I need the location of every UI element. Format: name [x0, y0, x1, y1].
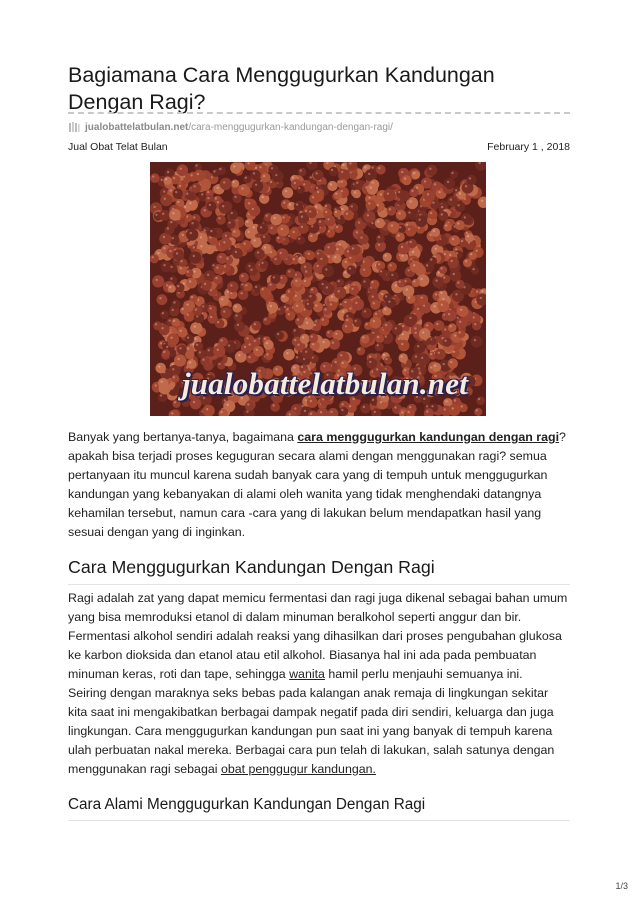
subsection-divider	[68, 820, 570, 821]
link-cara-menggugurkan[interactable]: cara menggugurkan kandungan dengan ragi	[297, 430, 560, 444]
article-meta	[68, 141, 570, 153]
ragi-text-after: hamil perlu menjauhi semuanya ini.	[324, 667, 523, 681]
intro-text-after: ? apakah bisa terjadi proses keguguran secara alami dengan menggunakan ragi? semua pertanyaan itu muncul karena sudah banyak cara yang di tempuh untuk menggugurkan kandungan yang kebanyakan di alami oleh wanita yang tidak menghendaki datangnya kehamilan tersebut, namun cara -cara yang di lakukan belum mendapatkan hasil yang sesuai dengan yang di inginkan.	[68, 430, 566, 539]
seks-bebas-text: Seiring dengan maraknya seks bebas pada kalangan anak remaja di lingkungan sekitar kita saat ini mengakibatkan berbagai dampak negatif pada diri sendiri, keluarga dan juga lingkungan. Cara menggugurkan kandungan pun saat ini yang banyak di tempuh karena ulah perbuatan nakal mereka. Berbagai cara pun telah di lakukan, salah satunya dengan menggunakan ragi sebagai	[68, 686, 555, 776]
article-title: Bagiamana Cara Menggugurkan Kandungan Dengan Ragi?	[68, 63, 495, 114]
article-author: Jual Obat Telat Bulan	[68, 141, 168, 153]
section-heading-ragi: Cara Menggugurkan Kandungan Dengan Ragi	[68, 557, 435, 577]
source-url[interactable]	[68, 120, 393, 134]
seks-bebas-paragraph	[68, 684, 570, 779]
link-obat-penggugur[interactable]: obat penggugur kandungan.	[220, 762, 376, 776]
ragi-text-before: Ragi adalah zat yang dapat memicu fermentasi dan ragi juga dikenal sebagai bahan umum yang bisa memroduksi etanol di dalam minuman beralkohol seperti anggur dan bir. Fermentasi alkohol sendiri adalah reaksi yang dihasilkan dari proses pengubahan glukosa ke karbon dioksida dan etanol atau etil alkohol. Biasanya hal ini ada pada pembuatan minuman keras, roti dan tape, sehingga	[68, 591, 568, 681]
link-wanita[interactable]: wanita	[289, 667, 325, 681]
intro-paragraph	[68, 428, 570, 542]
section-divider	[68, 584, 570, 585]
image-watermark: jualobattelatbulan.net	[181, 366, 469, 401]
title-divider	[68, 112, 570, 114]
source-domain[interactable]: jualobattelatbulan.net	[85, 121, 189, 133]
page-number: 1/3	[615, 881, 628, 891]
intro-text-before: Banyak yang bertanya-tanya, bagaimana	[68, 430, 298, 444]
ragi-paragraph	[68, 589, 570, 684]
site-favicon-icon	[68, 121, 80, 133]
source-path[interactable]: /cara-menggugurkan-kandungan-dengan-ragi/	[188, 121, 393, 133]
article-date: February 1 , 2018	[487, 141, 570, 153]
article-image	[150, 162, 486, 416]
subsection-heading-alami: Cara Alami Menggugurkan Kandungan Dengan Ragi	[68, 796, 426, 813]
